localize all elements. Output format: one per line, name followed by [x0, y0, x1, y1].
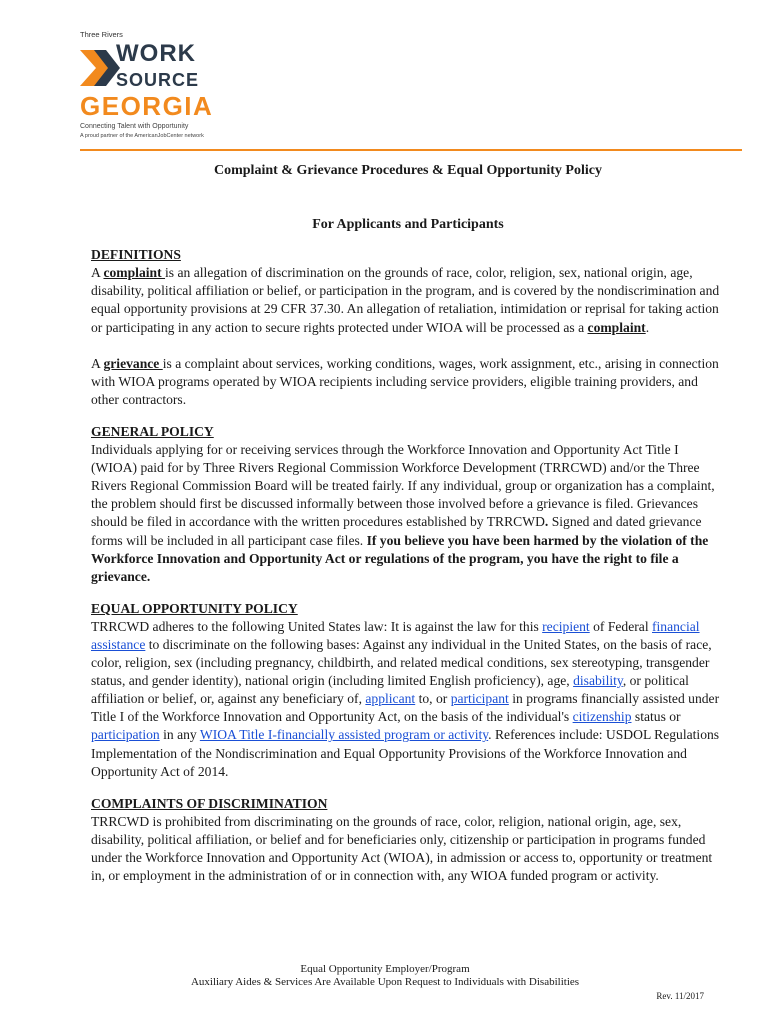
definitions-section — [91, 246, 725, 409]
equal-opportunity-heading: EQUAL OPPORTUNITY POLICY — [91, 600, 298, 616]
grievance-definition — [91, 355, 725, 409]
logo-mark-icon — [80, 44, 120, 88]
text-run: , or political affiliation or belief, or, against any beneficiary of, — [91, 673, 689, 707]
general-policy-text — [91, 441, 725, 586]
citizenship-link[interactable]: citizenship — [572, 709, 632, 725]
logo-source-text: SOURCE — [116, 70, 200, 90]
footer-aides-line: Auxiliary Aides & Services Are Available Upon Request to Individuals with Disabilities — [190, 976, 580, 988]
text-run: status or — [631, 709, 681, 725]
text-run: A — [91, 355, 104, 371]
document-subtitle: For Applicants and Participants — [312, 217, 504, 233]
text-run: of Federal — [589, 618, 652, 634]
grievance-term: grievance — [103, 355, 163, 371]
text-run: to, or — [415, 691, 451, 707]
text-run: . — [544, 514, 549, 530]
equal-opportunity-section — [91, 600, 725, 781]
text-run: A — [91, 265, 104, 281]
text-run: . — [645, 319, 650, 335]
text-run: Signed and dated grievance forms will be included in all participant case files. — [91, 514, 702, 548]
text-run: Individuals applying for or receiving services through the Workforce Innovation and Opportunity Act Title I (WIOA) paid for by Three Rivers Regional Commission Workforce Development (TRRCWD) and/or the Three Rivers Regional Commission Board will be treated fairly. If any individual, group or organization has a complaint, the problem should first be discussed informally between those involved before a grievance is filed. Grievances should be filed in accordance with the written procedures established by TRRCWD — [91, 442, 715, 530]
general-policy-heading: GENERAL POLICY — [91, 423, 214, 439]
complaints-text: TRRCWD is prohibited from discriminating on the grounds of race, color, religion, national origin, age, sex, disability, political affiliation, or belief and for beneficiaries only, citizenship or participation in programs funded under the Workforce Innovation and Opportunity Act (WIOA), in admission or access to, opportunity or treatment in, or employment in the administration of or in connection with, any WIOA funded program or activity. — [91, 813, 713, 884]
complaint-term: complaint — [103, 265, 166, 281]
logo-tagline: Connecting Talent with Opportunity — [80, 123, 189, 130]
right-to-grieve-statement: If you believe you have been harmed by the violation of the Workforce Innovation and Opportunity Act or regulations of the program, you have the right to file a grievance. — [91, 532, 709, 584]
text-run: is a complaint about services, working conditions, wages, work assignment, etc., arising in connection with WIOA programs operated by WIOA recipients including service providers, eligible training providers, and other contractors. — [91, 355, 719, 407]
text-run: is an allegation of discrimination on the grounds of race, color, religion, sex, national origin, age, disability, political affiliation or belief, or participation in the program, and is covered by the nondiscrimination and equal opportunity provisions at 29 CFR 37.30. An allegation of retaliation, intimidation or reprisal for taking action or participating in any action to secure rights protected under WIOA will be processed as a — [91, 265, 720, 335]
logo-subtagline: A proud partner of the AmericanJobCenter network — [80, 133, 204, 139]
definitions-heading: DEFINITIONS — [91, 247, 181, 263]
logo-work-text: WORK — [116, 40, 196, 67]
complaint-term: complaint — [587, 319, 646, 335]
text-run: to discriminate on the following bases: Against any individual in the United States, on the basis of race, color, religion, sex (including pregnancy, childbirth, and related medical conditions, sex stereotyping, transgender status, and gender identity), national origin (including limited English proficiency), age, — [91, 636, 712, 689]
participation-link[interactable]: participation — [91, 727, 160, 743]
page-footer — [0, 963, 770, 989]
document-title: Complaint & Grievance Procedures & Equal Opportunity Policy — [214, 163, 602, 178]
complaint-definition — [91, 264, 725, 336]
financial-assistance-link[interactable]: financial assistance — [91, 618, 700, 652]
revision-date: Rev. 11/2017 — [656, 991, 704, 1001]
document-body — [91, 162, 725, 899]
recipient-link[interactable]: recipient — [542, 618, 590, 634]
text-run: TRRCWD adheres to the following United States law: It is against the law for this — [91, 618, 543, 634]
general-policy-section — [91, 423, 725, 586]
text-run: . References include: USDOL Regulations Implementation of the Nondiscrimination and Equal Opportunity Provisions of the Workforce Innovation and Opportunity Act of 2014. — [91, 727, 720, 779]
text-run: in programs financially assisted under Title I of the Workforce Innovation and Opportunity Act, on the basis of the individual's — [91, 691, 720, 725]
equal-opportunity-text — [91, 618, 725, 781]
footer-eo-line: Equal Opportunity Employer/Program — [300, 963, 470, 975]
logo-georgia-text: GEORGIA — [80, 91, 214, 121]
applicant-link[interactable]: applicant — [365, 691, 416, 707]
wioa-title-i-link[interactable]: WIOA Title I-financially assisted program or activity — [199, 727, 489, 743]
logo-top-text: Three Rivers — [80, 30, 123, 39]
complaints-heading: COMPLAINTS OF DISCRIMINATION — [91, 795, 328, 811]
participant-link[interactable]: participant — [450, 691, 509, 707]
disability-link[interactable]: disability — [573, 673, 623, 689]
header-divider — [80, 149, 742, 151]
text-run: in any — [159, 727, 200, 743]
complaints-section — [91, 795, 725, 885]
